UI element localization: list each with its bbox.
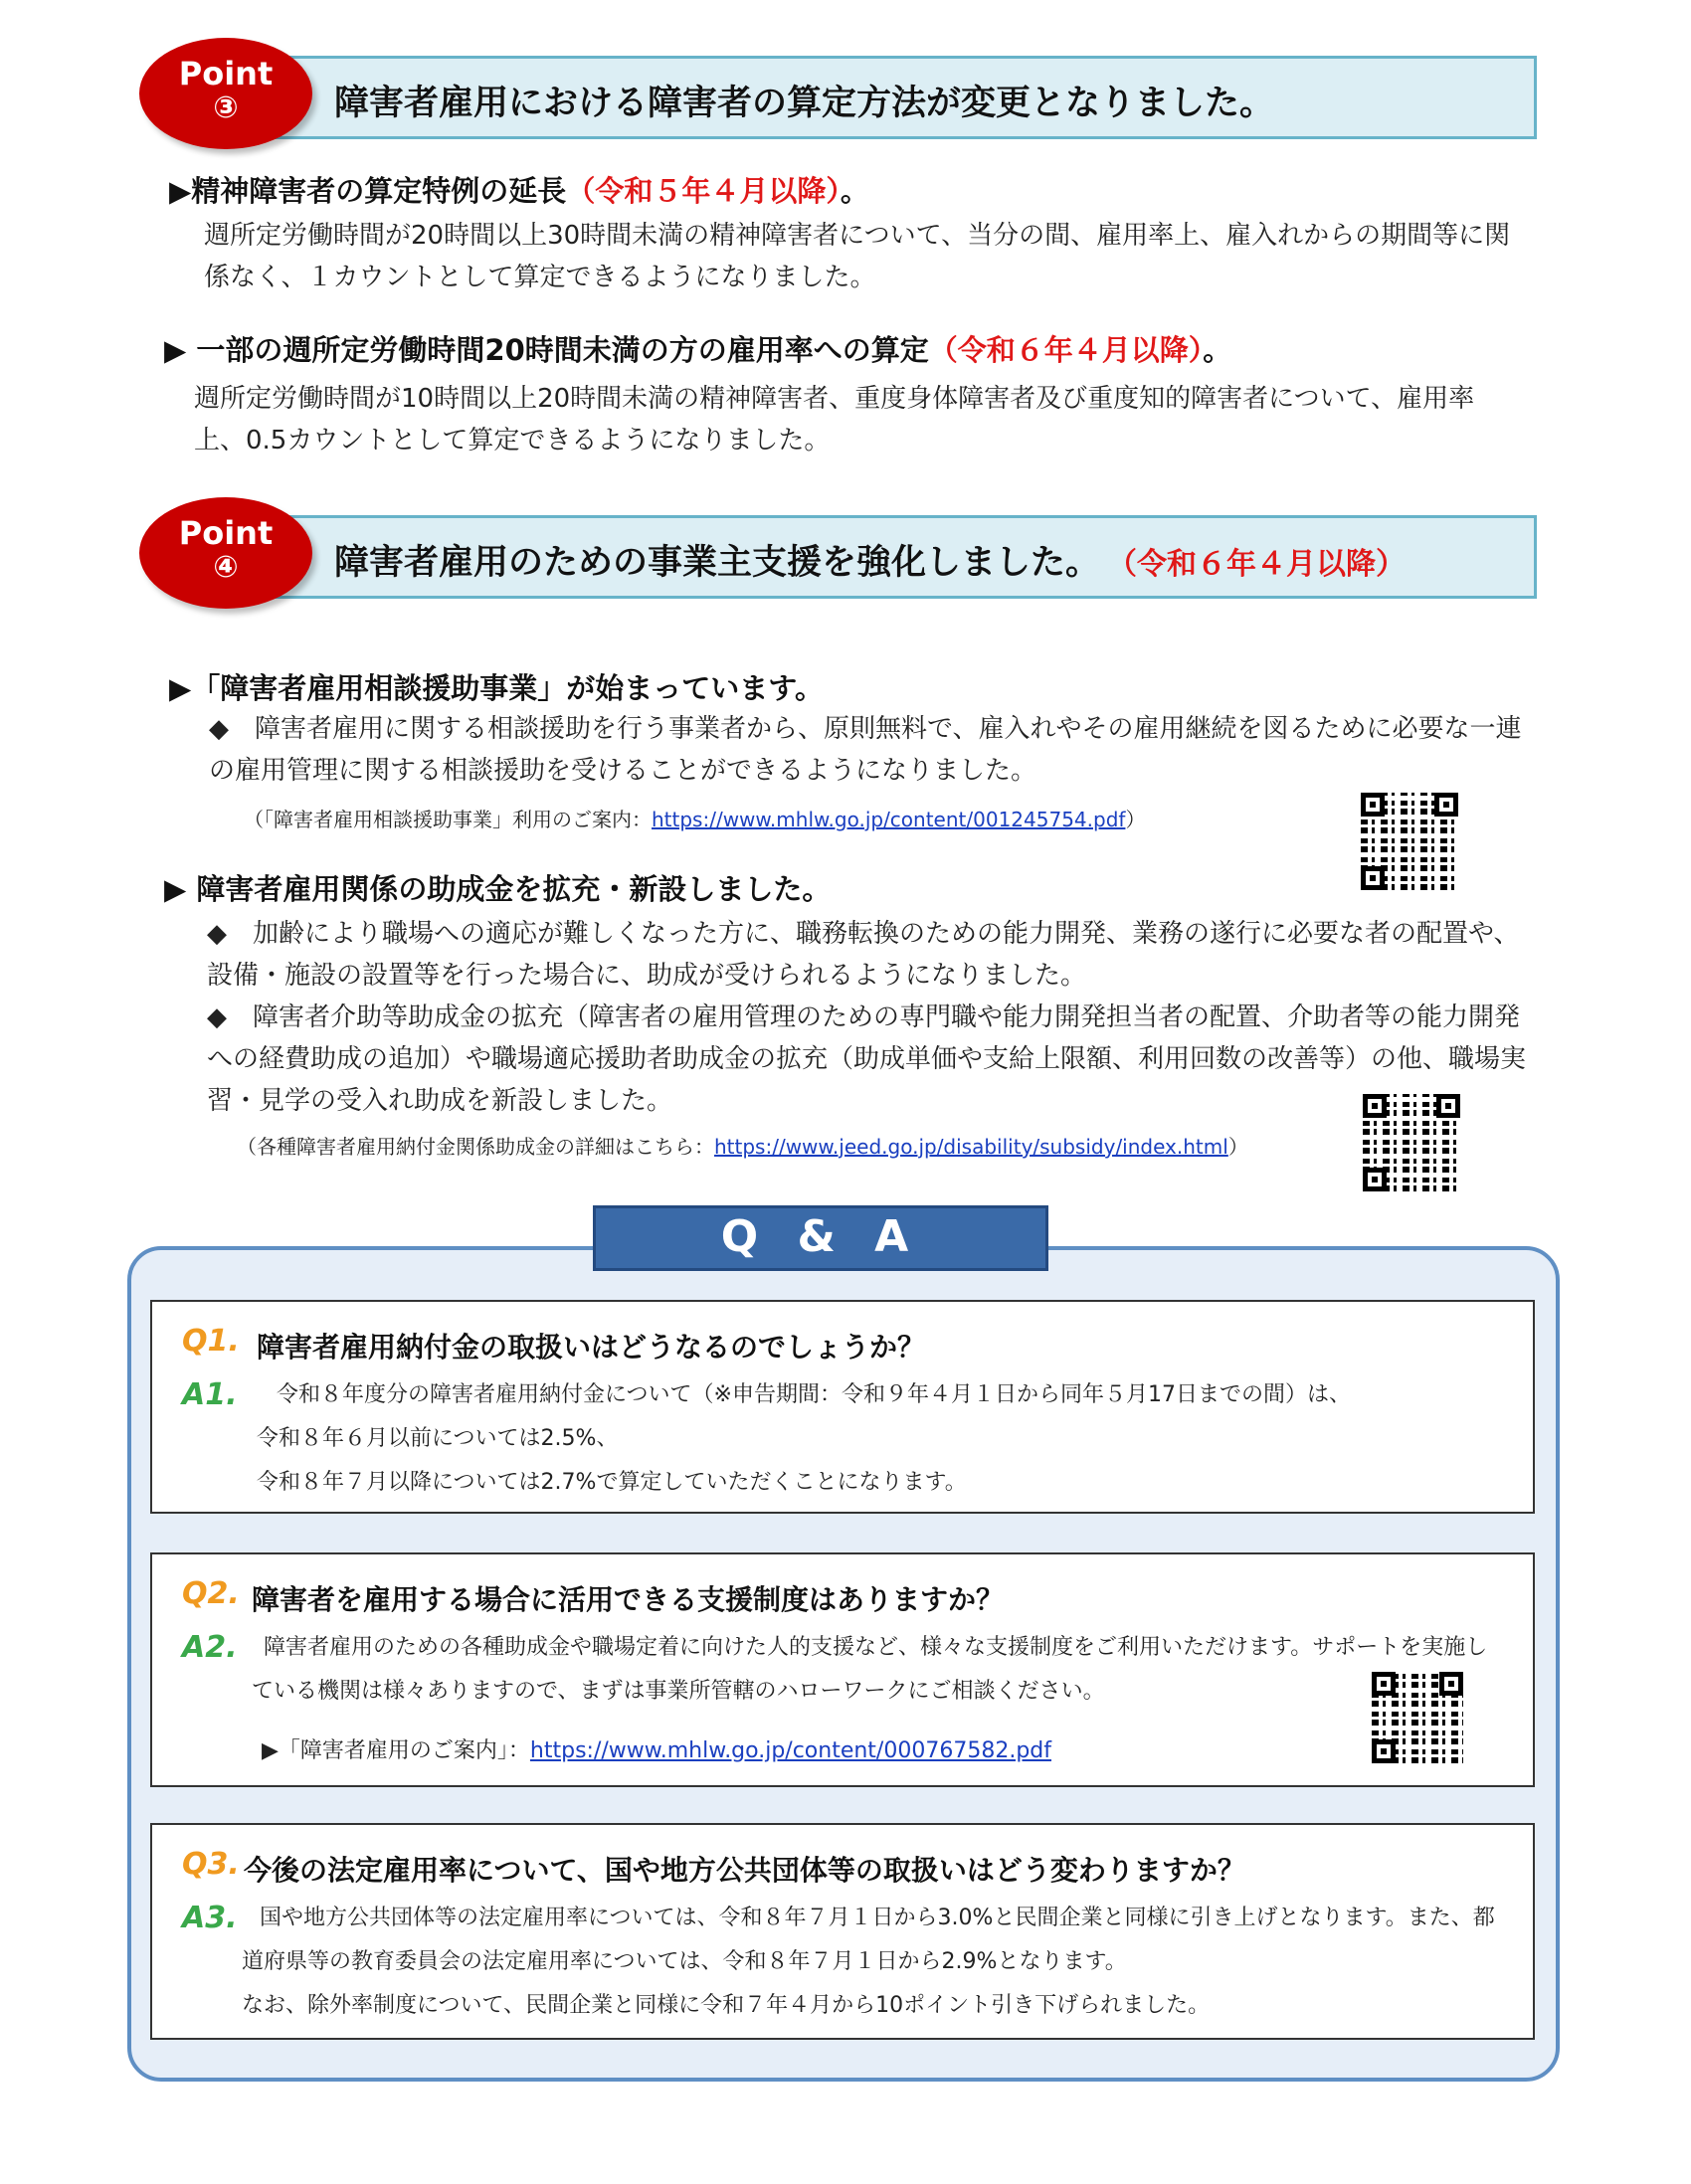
q1-label: Q1. [182,1324,240,1359]
subsidy-details-link[interactable]: https://www.jeed.go.jp/disability/subsidy/index.html [714,1135,1228,1159]
qa-q2-box [150,1552,1535,1787]
point3-sec1-heading-tail: 。 [840,174,869,208]
a3-label: A3. [182,1901,238,1935]
point3-sec1-heading [169,169,869,210]
point4-title-text: 障害者雇用のための事業主支援を強化しました。 [334,543,1101,583]
qa-q3-box [150,1823,1535,2040]
qr-code-icon [1372,1672,1463,1763]
point4-badge-word: Point [178,514,274,552]
point3-sec2-heading-date: （令和６年４月以降） [928,333,1204,367]
a1-label: A1. [182,1377,238,1412]
employment-guide-link[interactable]: https://www.mhlw.go.jp/content/000767582.pdf [529,1738,1051,1763]
point4-sec1-body: ◆ 障害者雇用に関する相談援助を行う事業者から、原則無料で、雇入れやその雇用継続を図るために必要な一連の雇用管理に関する相談援助を受けることができるようになりました。 [209,714,1522,786]
consultation-guide-link[interactable]: https://www.mhlw.go.jp/content/001245754.pdf [652,808,1126,831]
point3-sec2-heading [164,328,1231,369]
a2-body: 障害者雇用のための各種助成金や職場定着に向けた人的支援など、様々な支援制度をご利用いただけます。サポートを実施している機関は様々ありますので、まずは事業所管轄のハローワークにご相談ください。 [252,1635,1488,1704]
point3-sec2-body: 週所定労働時間が10時間以上20時間未満の精神障害者、重度身体障害者及び重度知的障害者について、雇用率上、0.5カウントとして算定できるようになりました。 [194,384,1475,455]
a1-line2: 令和８年６月以前については2.5%、 [257,1426,619,1451]
point4-sec2-body2: ◆ 障害者介助等助成金の拡充（障害者の雇用管理のための専門職や能力開発担当者の配置、介助者等の能力開発への経費助成の追加）や職場適応援助者助成金の拡充（助成単価や支給上限額、利用回数の改善等）の他、職場実習・見学の受入れ助成を新設しました。 [207,1002,1527,1116]
point4-sec2-note-prefix: （各種障害者雇用納付金関係助成金の詳細はこちら： [237,1135,714,1159]
qr-code-icon [1363,1094,1460,1191]
qa-title: Q & A [593,1205,1048,1271]
a1-line3: 令和８年７月以降については2.7%で算定していただくことになります。 [257,1470,967,1495]
point4-sec2-body1: ◆ 加齢により職場への適応が難しくなった方に、職務転換のための能力開発、業務の遂行に必要な者の配置や、設備・施設の設置等を行った場合に、助成が受けられるようになりました。 [207,919,1520,991]
point3-sec2-heading-text: ▶ 一部の週所定労働時間20時間未満の方の雇用率への算定 [164,333,929,367]
a3-body: 国や地方公共団体等の法定雇用率については、令和８年７月１日から3.0%と民間企業と同様に引き上げとなります。また、都道府県等の教育委員会の法定雇用率については、令和８年７月１日から2.9%となります。 [242,1906,1495,1974]
point4-badge-number: ④ [213,550,239,585]
point4-sec1-note-suffix: ） [1125,808,1146,831]
point4-badge [139,497,312,609]
point4-sec1-note [244,804,1145,832]
q3-label: Q3. [182,1847,240,1882]
a2-link-row [262,1729,1051,1773]
qr-code-icon [1361,793,1458,890]
a2-link-prefix: ▶「障害者雇用のご案内」： [262,1738,530,1763]
point3-badge [139,38,312,149]
point3-sec1-heading-text: ▶精神障害者の算定特例の延長 [169,174,567,208]
point3-header-bar [254,56,1537,139]
point3-sec1-body: 週所定労働時間が20時間以上30時間未満の精神障害者について、当分の間、雇用率上、雇入れからの期間等に関係なく、１カウントとして算定できるようになりました。 [204,221,1511,292]
point3-sec1-heading-date: （令和５年４月以降） [566,174,841,208]
point3-badge-word: Point [178,55,274,92]
q1-question: 障害者雇用納付金の取扱いはどうなるのでしょうか？ [257,1331,926,1364]
point4-title [334,535,1406,585]
a3-line3: なお、除外率制度について、民間企業と同様に令和７年４月から10ポイント引き下げられました。 [242,1993,1211,2018]
point4-sec2-heading: ▶ 障害者雇用関係の助成金を拡充・新設しました。 [164,872,832,906]
point4-sec1-heading: ▶「障害者雇用相談援助事業」が始まっています。 [169,671,824,705]
qa-q1-box [150,1300,1535,1514]
q2-question: 障害者を雇用する場合に活用できる支援制度はありますか？ [252,1583,1005,1616]
point4-sec1-note-prefix: （「障害者雇用相談援助事業」利用のご案内： [244,808,652,831]
a2-label: A2. [182,1630,238,1665]
q3-question: 今後の法定雇用率について、国や地方公共団体等の取扱いはどう変わりますか？ [244,1854,1245,1887]
point3-sec2-heading-tail: 。 [1203,333,1232,367]
point4-sec2-note-suffix: ） [1227,1135,1248,1159]
point4-header-bar [254,515,1537,599]
a1-line1: 令和８年度分の障害者雇用納付金について（※申告期間：令和９年４月１日から同年５月17日までの間）は、 [277,1382,1351,1407]
point3-badge-number: ③ [213,91,239,125]
point3-title: 障害者雇用における障害者の算定方法が変更となりました。 [334,84,1275,123]
point4-title-date: （令和６年４月以降） [1122,547,1407,582]
q2-label: Q2. [182,1576,240,1611]
point4-sec2-note [237,1131,1248,1160]
